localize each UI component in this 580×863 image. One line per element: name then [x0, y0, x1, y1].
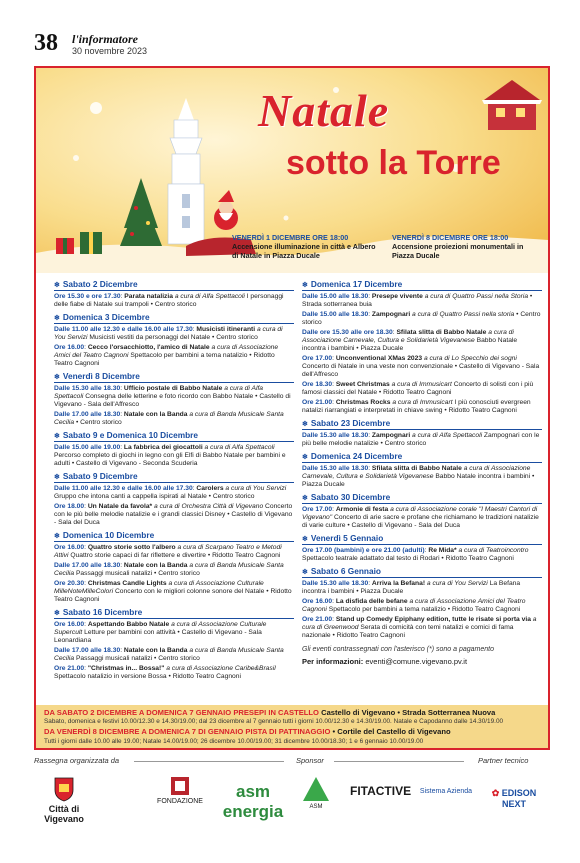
- event-curator: a cura di Greenwood: [302, 616, 537, 631]
- day-heading-text: Venerdì 8 Dicembre: [62, 371, 140, 381]
- event-entry: Dalle 11.00 alle 12.30 e dalle 16.00 alle 17.30: Musicisti itineranti a cura di You Servizi Musicisti vestiti da personaggi del Natale • Centro storico: [54, 326, 283, 341]
- info-label: Per informazioni:: [302, 657, 364, 666]
- schedule-right-column: [302, 279, 542, 666]
- day-heading: [54, 530, 294, 542]
- event-title: Ufficio postale di Babbo Natale: [123, 385, 223, 392]
- event-title: Carolers: [196, 485, 224, 492]
- schedule-day: [302, 533, 542, 563]
- event-entry: Dalle 15.30 alle 18.30: Zampognari a cura di Alfa Spettacoli Zampognari con le più belle melodie natalizie • Centro storico: [302, 432, 540, 447]
- event-title: La disfida delle befane: [335, 598, 408, 605]
- schedule-day: [54, 430, 294, 468]
- logo-citta-text: Città di Vigevano: [44, 804, 84, 824]
- event-curator: a cura di Immusicart: [392, 399, 453, 406]
- event-curator: a cura di You Servizi: [426, 580, 488, 587]
- event-description: Spettacolo natalizio in versione Bossa • Ridotto Teatro Cagnoni: [54, 673, 241, 680]
- event-entry: Ore 17.00: Unconventional XMas 2023 a cura di Lo Specchio dei sogni Concerto di Natale in una veste non convenzionale • Castello di Vigevano - Sala dell'Affresco: [302, 355, 540, 378]
- event-time: Dalle 15.30 alle 18.30: [302, 465, 369, 472]
- day-heading: [302, 566, 542, 578]
- schedule-day: [302, 492, 542, 530]
- snowflake-icon: ❄: [302, 282, 308, 289]
- event-curator: a cura di Banda Musicale Santa Cecilia: [54, 411, 284, 426]
- event-time: Dalle 11.00 alle 12.30 e dalle 16.00 alle 17.30: [54, 485, 193, 492]
- event-title: Cecco l'orsacchiotto, l'amico di Natale: [87, 344, 210, 351]
- event-description: Quattro storie capaci di far riflettere e divertire • Ridotto Teatro Cagnoni: [70, 552, 281, 559]
- event-curator: a cura di Alfa Spettacoli: [412, 432, 483, 439]
- logo-fondazione: [148, 776, 212, 805]
- event-entry: Dalle 11.00 alle 12.30 e dalle 16.00 alle 17.30: Carolers a cura di You Servizi Gruppo che intona canti a cappella ispirati al Natale • Centro storico: [54, 485, 287, 500]
- event-curator: a cura di Immusicart: [391, 381, 452, 388]
- event-description: Gruppo che intona canti a cappella ispirati al Natale • Centro storico: [54, 493, 255, 500]
- event-title: Natale con la Banda: [123, 411, 188, 418]
- event-time: Ore 17.00: [302, 355, 333, 362]
- event-entry: Ore 17.00: Armonie di festa a cura di Associazione corale "I Maestri Cantori di Vigevano" Concerto di arie sacre e profane che richiamano le tradizioni natalizie di varie culture • Castello di Vigevano - Sala del Duca: [302, 506, 539, 529]
- event-description: Concerto con le più belle melodie natalizie e i grandi classici Disney • Castello di Vigevano - Sala del Duca: [54, 503, 293, 526]
- event-title: Quattro storie sotto l'albero: [87, 544, 176, 551]
- event-entry: Dalle 15.00 alle 18.30: Presepe vivente a cura di Quattro Passi nella Storia • Strada sotterranea buia: [302, 293, 533, 308]
- logo-asm-triangle: [296, 776, 336, 810]
- sponsor-label: Sponsor: [296, 756, 324, 765]
- event-time: Ore 15.30 e ore 17.30: [54, 293, 121, 300]
- publication-name: l'informatore: [72, 32, 139, 46]
- event-curator: a cura di Associazione Carnevale, Cultura e Solidarietà Vigevanese: [302, 465, 531, 480]
- event-title: Aspettando Babbo Natale: [87, 621, 170, 628]
- snowflake-icon: ❄: [302, 454, 308, 461]
- poster-title: Natale: [258, 85, 390, 136]
- logo-sistema-azienda: [418, 776, 474, 795]
- day-heading: [302, 451, 542, 463]
- event-entry: Ore 15.30 e ore 17.30: Parata natalizia a cura di Alfa Spettacoli I personaggi delle fiabe di Natale sui trampoli • Centro storico: [54, 293, 284, 308]
- event-time: Ore 17.00: [302, 506, 333, 513]
- event-time: Dalle 15.00 alle 18.30: [302, 293, 369, 300]
- logo-asm-energia: [222, 776, 284, 822]
- event-description: I personaggi delle fiabe di Natale sui trampoli • Centro storico: [54, 293, 284, 308]
- event-curator: a cura di Associazione Amici del Teatro Cagnoni: [302, 598, 526, 613]
- event-description: Percorso completo di giochi in legno con gli Elfi di Babbo Natale per bambini e adulti • Castello di Vigevano - Seconda Scuderia: [54, 452, 286, 467]
- event-curator: a cura di Associazione Amici del Teatro Cagnoni: [54, 344, 279, 359]
- day-heading: [54, 430, 294, 442]
- event-curator: a cura di You Servizi: [225, 485, 287, 492]
- event-title: Christmas Rocks: [335, 399, 391, 406]
- event-description: • Strada sotterranea buia: [302, 293, 533, 308]
- event-title: La fabbrica dei giocattoli: [123, 444, 203, 451]
- event-time: Dalle 17.00 alle 18.30: [54, 411, 121, 418]
- event-entry: Dalle ore 15.30 alle ore 18.30: Sfilata slitta di Babbo Natale a cura di Associazione Carnevale, Cultura e Solidarietà Vigevanese Babbo Natale incontra i bambini • Piazza Ducale: [302, 329, 518, 352]
- banner-presepi-dates: DA SABATO 2 DICEMBRE A DOMENICA 7 GENNAIO: [44, 708, 232, 717]
- event-entry: Ore 16.00: Quattro storie sotto l'albero a cura di Scarpano Teatro e Metodi Attivi Quattro storie capaci di far riflettere e divertire • Ridotto Teatro Cagnoni: [54, 544, 282, 559]
- poster-event-2-text: Accensione proiezioni monumentali in Piazza Ducale: [392, 241, 524, 260]
- snowflake-icon: ❄: [54, 374, 60, 381]
- event-curator: a cura di Lo Specchio dei sogni: [423, 355, 517, 362]
- day-heading-text: Sabato 9 Dicembre: [62, 471, 138, 481]
- logo-fitactive: [350, 776, 410, 798]
- event-entry: Ore 21.00: Stand up Comedy Epiphany edition, tutte le risate si porta via a cura di Greenwood Serata di comicità con temi natalizi e comici di fama nazionale • Ridotto Teatro Cagnoni: [302, 616, 537, 639]
- event-description: Spettacolo per bambini a tema natalizio • Ridotto Teatro Cagnoni: [328, 606, 521, 613]
- day-heading-text: Sabato 16 Dicembre: [62, 607, 143, 617]
- snowflake-icon: ❄: [302, 421, 308, 428]
- info-email[interactable]: eventi@comune.vigevano.pv.it: [365, 657, 468, 666]
- day-heading-text: Venerdì 5 Gennaio: [310, 533, 384, 543]
- snowflake-icon: ❄: [302, 536, 308, 543]
- event-entry: Ore 16.00: Cecco l'orsacchiotto, l'amico di Natale a cura di Associazione Amici del Teatro Cagnoni Spettacolo per bambini a tema natalizio • Ridotto Teatro Cagnoni: [54, 344, 279, 367]
- poster-event-2-date: VENERDÌ 8 DICEMBRE ORE 18:00: [392, 233, 509, 242]
- event-title: Re Mida*: [428, 547, 457, 554]
- event-time: Dalle 15.00 alle 19.00: [54, 444, 121, 451]
- logo-citta-vigevano: [34, 776, 94, 824]
- event-curator: a cura di Teatroincontro: [458, 547, 529, 554]
- event-title: Natale con la Banda: [123, 647, 188, 654]
- event-title: Arriva la Befana!: [371, 580, 426, 587]
- triangle-logo-icon: [302, 776, 330, 802]
- logo-sistema-text: Sistema Azienda: [419, 788, 473, 795]
- event-description: Letture per bambini con attività • Castello di Vigevano - Sala Leonardiana: [54, 629, 262, 644]
- event-entry: Ore 21.00: Christmas Rocks a cura di Immusicart I più conosciuti evergreen natalizi riarrangiati e interpretati in chiave swing • Ridotto Teatro Cagnoni: [302, 399, 531, 414]
- event-description: Serata di comicità con temi natalizi e comici di fama nazionale • Ridotto Teatro Cagnoni: [302, 624, 514, 639]
- day-heading: [54, 371, 294, 383]
- event-title: Sfilata slitta di Babbo Natale: [396, 329, 487, 336]
- event-time: Ore 21.00: [54, 665, 85, 672]
- divider: [134, 761, 284, 762]
- schedule-day: [302, 566, 542, 640]
- schedule-right-days: [302, 279, 542, 640]
- event-description: Musicisti vestiti da personaggi del Natale • Centro storico: [89, 334, 258, 341]
- event-curator: a cura di Associazione Caribe&Brasil: [166, 665, 276, 672]
- event-title: Armonie di festa: [335, 506, 389, 513]
- event-description: Passaggi musicali natalizi • Centro storico: [75, 570, 200, 577]
- poster-event-1: [232, 234, 380, 260]
- event-description: Spettacolo teatrale adattato dal testo di Rodari • Ridotto Teatro Cagnoni: [302, 555, 514, 562]
- sponsors-strip: [34, 756, 550, 836]
- poster-illustration: [36, 68, 548, 273]
- event-time: Dalle 15.30 alle 18.30: [302, 432, 369, 439]
- event-time: Dalle 15.00 alle 18.30: [302, 311, 369, 318]
- banner-pista-hours: Tutti i giorni dalle 10.00 alle 19.00; Natale 14.00/19.00; 26 dicembre 10.00/19.00; 31 dicembre 10.00/18.30; 1 e 6 gennaio 10.00/19.00: [44, 738, 424, 745]
- bottom-banner: [36, 705, 548, 750]
- event-description: Babbo Natale incontra i bambini • Piazza Ducale: [302, 473, 535, 488]
- event-entry: Dalle 15.30 alle 18.30: Ufficio postale di Babbo Natale a cura di Alfa Spettacoli Consegna delle letterine e foto ricordo con Babbo Natale • Castello di Vigevano - Sala dell'Affresco: [54, 385, 291, 408]
- banner-pista-place: • Cortile del Castello di Vigevano: [332, 727, 451, 736]
- event-time: Ore 21.00: [302, 399, 333, 406]
- day-heading-text: Sabato 30 Dicembre: [310, 492, 391, 502]
- snowflake-icon: ❄: [302, 495, 308, 502]
- event-title: Natale con la Banda: [123, 562, 188, 569]
- day-heading: [302, 533, 542, 545]
- schedule-day: [54, 279, 294, 309]
- event-title: Christmas Candle Lights: [87, 580, 167, 587]
- day-heading: [302, 418, 542, 430]
- event-curator: a cura di Associazione corale "I Maestri Cantori di Vigevano": [302, 506, 538, 521]
- crest-icon: [53, 776, 75, 802]
- event-curator: a cura di Banda Musicale Santa Cecilia: [54, 562, 284, 577]
- day-heading-text: Sabato 23 Dicembre: [310, 418, 391, 428]
- event-curator: a cura di Banda Musicale Santa Cecilia: [54, 647, 284, 662]
- banner-pista-dates: DA VENERDÌ 8 DICEMBRE A DOMENICA 7 DI GENNAIO: [44, 727, 244, 736]
- snowflake-icon: ❄: [54, 282, 60, 289]
- event-title: Zampognari: [371, 432, 411, 439]
- event-entry: Dalle 17.00 alle 18.30: Natale con la Banda a cura di Banda Musicale Santa Cecilia Passaggi musicali natalizi • Centro storico: [54, 562, 284, 577]
- event-time: Ore 16.00: [54, 544, 85, 551]
- poster-event-1-date: VENERDÌ 1 DICEMBRE ORE 18:00: [232, 233, 349, 242]
- event-description: Consegna delle letterine e foto ricordo con Babbo Natale • Castello di Vigevano - Sala dell'Affresco: [54, 393, 291, 408]
- day-heading: [54, 279, 294, 291]
- banner-presepi-title: PRESEPI IN CASTELLO: [233, 708, 319, 717]
- event-title: Musicisti itineranti: [196, 326, 256, 333]
- schedule-day: [54, 530, 294, 604]
- event-curator: a cura di You Servizi: [54, 326, 283, 341]
- day-heading: [54, 471, 294, 483]
- event-description: Zampognari con le più belle melodie natalizie • Centro storico: [302, 432, 540, 447]
- banner-line-pista: [44, 727, 451, 736]
- divider: [334, 761, 464, 762]
- event-time: Ore 17.00 (bambini) e ore 21.00 (adulti): [302, 547, 425, 554]
- logo-asm-small: ASM: [309, 804, 323, 810]
- event-title: Zampognari: [371, 311, 411, 318]
- event-curator: a cura di Alfa Spettacoli: [54, 385, 264, 400]
- info-line: [302, 657, 542, 666]
- page-number: 38: [34, 30, 58, 56]
- event-entry: Dalle 15.00 alle 18.30: Zampognari a cura di Quattro Passi nella storia • Centro storico: [302, 311, 541, 326]
- event-time: Ore 16.00: [302, 598, 333, 605]
- schedule-day: [302, 279, 542, 415]
- publication-date: 30 novembre 2023: [72, 46, 148, 56]
- event-time: Ore 16.00: [54, 344, 85, 351]
- logo-edison-row: [480, 788, 548, 809]
- logo-fitactive-text: FITACTIVE: [350, 784, 412, 798]
- partner-label: Partner tecnico: [478, 756, 529, 765]
- event-title: Presepe vivente: [371, 293, 423, 300]
- event-time: Ore 21.00: [302, 616, 333, 623]
- event-description: Concerto di arie sacre e profane che richiamano le tradizioni natalizie di varie culture • Castello di Vigevano - Sala del Duca: [302, 514, 539, 529]
- poster-event-2: [392, 234, 542, 260]
- event-description: Concerto di Natale in una veste non convenzionale • Castello di Vigevano - Sala dell'Affresco: [302, 363, 540, 378]
- event-title: Un Natale da favola*: [87, 503, 153, 510]
- day-heading-text: Domenica 3 Dicembre: [62, 312, 150, 322]
- schedule: [36, 273, 548, 705]
- event-title: Sweet Christmas: [335, 381, 390, 388]
- poster-subtitle: sotto la Torre: [286, 144, 501, 182]
- event-time: Ore 20.30: [54, 580, 85, 587]
- event-entry: Dalle 15.30 alle 18.30: Sfilata slitta di Babbo Natale a cura di Associazione Carnevale, Cultura e Solidarietà Vigevanese Babbo Natale incontra i bambini • Piazza Ducale: [302, 465, 535, 488]
- event-title: Parata natalizia: [124, 293, 173, 300]
- logo-fondazione-text: FONDAZIONE: [157, 798, 203, 805]
- event-description: • Centro storico: [75, 419, 122, 426]
- event-description: Spettacolo per bambini a tema natalizio • Ridotto Teatro Cagnoni: [54, 352, 275, 367]
- event-time: Dalle 15.30 alle 18.30: [54, 385, 121, 392]
- event-entry: Ore 18.30: Sweet Christmas a cura di Immusicart Concerto di solisti con i più famosi classici del Natale • Ridotto Teatro Cagnoni: [302, 381, 534, 396]
- banner-presepi-place: Castello di Vigevano • Strada Sotterranea Nuova: [321, 708, 496, 717]
- event-title: Unconventional XMas 2023: [335, 355, 423, 362]
- day-heading: [302, 492, 542, 504]
- event-title: Sfilata slitta di Babbo Natale: [371, 465, 462, 472]
- event-entry: Dalle 17.00 alle 18.30: Natale con la Banda a cura di Banda Musicale Santa Cecilia Passaggi musicali natalizi • Centro storico: [54, 647, 284, 662]
- schedule-day: [54, 371, 294, 427]
- schedule-day: [54, 312, 294, 368]
- snowflake-icon: ❄: [54, 433, 60, 440]
- banner-presepi-hours: Sabato, domenica e festivi 10.00/12.30 e 14.30/19.00; dal 23 dicembre al 7 gennaio tutti i giorni 10.00/12.30 e 14.30/19.00. Natale e Capodanno dalle 14.30/19.00: [44, 718, 504, 725]
- event-flyer: [34, 66, 550, 750]
- event-description: Concerto di solisti con i più famosi classici del Natale • Ridotto Teatro Cagnoni: [302, 381, 534, 396]
- event-curator: a cura di Alfa Spettacoli: [174, 293, 245, 300]
- event-time: Ore 16.00: [54, 621, 85, 628]
- event-curator: a cura di Scarpano Teatro e Metodi Attivi: [54, 544, 282, 559]
- day-heading-text: Sabato 9 e Domenica 10 Dicembre: [62, 430, 198, 440]
- fondazione-icon: [170, 776, 190, 796]
- event-curator: a cura di Orchestra Città di Vigevano: [154, 503, 264, 510]
- logo-edison-next: [480, 776, 548, 809]
- schedule-left-column: [54, 279, 294, 684]
- event-description: La Befana incontra i bambini • Piazza Ducale: [302, 580, 521, 595]
- event-title: "Christmas in... Bossa!": [87, 665, 165, 672]
- day-heading-text: Sabato 2 Dicembre: [62, 279, 138, 289]
- logo-asm-text: asm energia: [222, 782, 284, 821]
- event-time: Dalle ore 15.30 alle ore 18.30: [302, 329, 393, 336]
- event-entry: Ore 16.00: La disfida delle befane a cura di Associazione Amici del Teatro Cagnoni Spettacolo per bambini a tema natalizio • Ridotto Teatro Cagnoni: [302, 598, 526, 613]
- poster-event-1-text: Accensione illuminazione in città e Albero di Natale in Piazza Ducale: [232, 241, 376, 260]
- event-curator: a cura di Quattro Passi nella Storia: [424, 293, 529, 300]
- event-curator: a cura di Alfa Spettacoli: [204, 444, 275, 451]
- event-entry: Ore 17.00 (bambini) e ore 21.00 (adulti): Re Mida* a cura di Teatroincontro Spettacolo teatrale adattato dal testo di Rodari • Ridotto Teatro Cagnoni: [302, 547, 529, 562]
- day-heading-text: Domenica 17 Dicembre: [310, 279, 403, 289]
- schedule-day: [54, 471, 294, 527]
- schedule-day: [302, 451, 542, 489]
- event-time: Dalle 17.00 alle 18.30: [54, 647, 121, 654]
- paid-events-note: Gli eventi contrassegnati con l'asterisco (*) sono a pagamento: [302, 646, 494, 653]
- event-entry: Ore 16.00: Aspettando Babbo Natale a cura di Associazione Culturale Supercult Letture per bambini con attività • Castello di Vigevano - Sala Leonardiana: [54, 621, 267, 644]
- event-description: Passaggi musicali natalizi • Centro storico: [75, 655, 200, 662]
- event-description: I più conosciuti evergreen natalizi riarrangiati e interpretati in chiave swing • Ridotto Teatro Cagnoni: [302, 399, 531, 414]
- event-curator: a cura di Associazione Culturale MilleNoteMilleColori: [54, 580, 264, 595]
- snowflake-icon: ❄: [302, 569, 308, 576]
- snowflake-icon: ❄: [54, 533, 60, 540]
- day-heading: [302, 279, 542, 291]
- edison-flower-icon: ✿: [491, 788, 500, 798]
- event-entry: Ore 21.00: "Christmas in... Bossa!" a cura di Associazione Caribe&Brasil Spettacolo natalizio in versione Bossa • Ridotto Teatro Cagnoni: [54, 665, 276, 680]
- event-time: Dalle 17.00 alle 18.30: [54, 562, 121, 569]
- event-curator: a cura di Associazione Carnevale, Cultura e Solidarietà Vigevanese: [302, 329, 514, 344]
- event-title: Stand up Comedy Epiphany edition, tutte le risate si porta via: [335, 616, 531, 623]
- event-entry: Dalle 17.00 alle 18.30: Natale con la Banda a cura di Banda Musicale Santa Cecilia • Centro storico: [54, 411, 284, 426]
- day-heading: [54, 312, 294, 324]
- banner-pista-title: PISTA DI PATTINAGGIO: [245, 727, 331, 736]
- event-entry: Ore 18.00: Un Natale da favola* a cura di Orchestra Città di Vigevano Concerto con le più belle melodie natalizie e i grandi classici Disney • Castello di Vigevano - Sala del Duca: [54, 503, 293, 526]
- event-time: Ore 18.00: [54, 503, 85, 510]
- day-heading-text: Domenica 10 Dicembre: [62, 530, 155, 540]
- snowflake-icon: ❄: [54, 315, 60, 322]
- event-time: Dalle 11.00 alle 12.30 e dalle 16.00 alle 17.30: [54, 326, 193, 333]
- day-heading-text: Domenica 24 Dicembre: [310, 451, 403, 461]
- event-time: Ore 18.30: [302, 381, 333, 388]
- banner-line-presepi: [44, 708, 495, 717]
- event-description: Concerto con le migliori colonne sonore del Natale • Ridotto Teatro Cagnoni: [54, 588, 292, 603]
- schedule-day: [302, 418, 542, 448]
- page-header: [34, 30, 550, 60]
- event-entry: Dalle 15.00 alle 19.00: La fabbrica dei giocattoli a cura di Alfa Spettacoli Percorso completo di giochi in legno con gli Elfi di Babbo Natale per bambini e adulti • Castello di Vigevano - Seconda Scuderia: [54, 444, 286, 467]
- event-time: Dalle 15.30 alle 18.30: [302, 580, 369, 587]
- snowflake-icon: ❄: [54, 610, 60, 617]
- logo-edison-text: EDISON NEXT: [501, 788, 537, 809]
- day-heading: [54, 607, 294, 619]
- event-entry: Dalle 15.30 alle 18.30: Arriva la Befana! a cura di You Servizi La Befana incontra i bambini • Piazza Ducale: [302, 580, 521, 595]
- organized-by-label: Rassegna organizzata da: [34, 756, 120, 765]
- event-description: • Centro storico: [302, 311, 541, 326]
- event-entry: Ore 20.30: Christmas Candle Lights a cura di Associazione Culturale MilleNoteMilleColori Concerto con le migliori colonne sonore del Natale • Ridotto Teatro Cagnoni: [54, 580, 292, 603]
- snowflake-icon: ❄: [54, 474, 60, 481]
- day-heading-text: Sabato 6 Gennaio: [310, 566, 381, 576]
- event-curator: a cura di Associazione Culturale Supercult: [54, 621, 267, 636]
- event-description: Babbo Natale incontra i bambini • Piazza Ducale: [302, 337, 518, 352]
- event-curator: a cura di Quattro Passi nella storia: [412, 311, 515, 318]
- schedule-day: [54, 607, 294, 681]
